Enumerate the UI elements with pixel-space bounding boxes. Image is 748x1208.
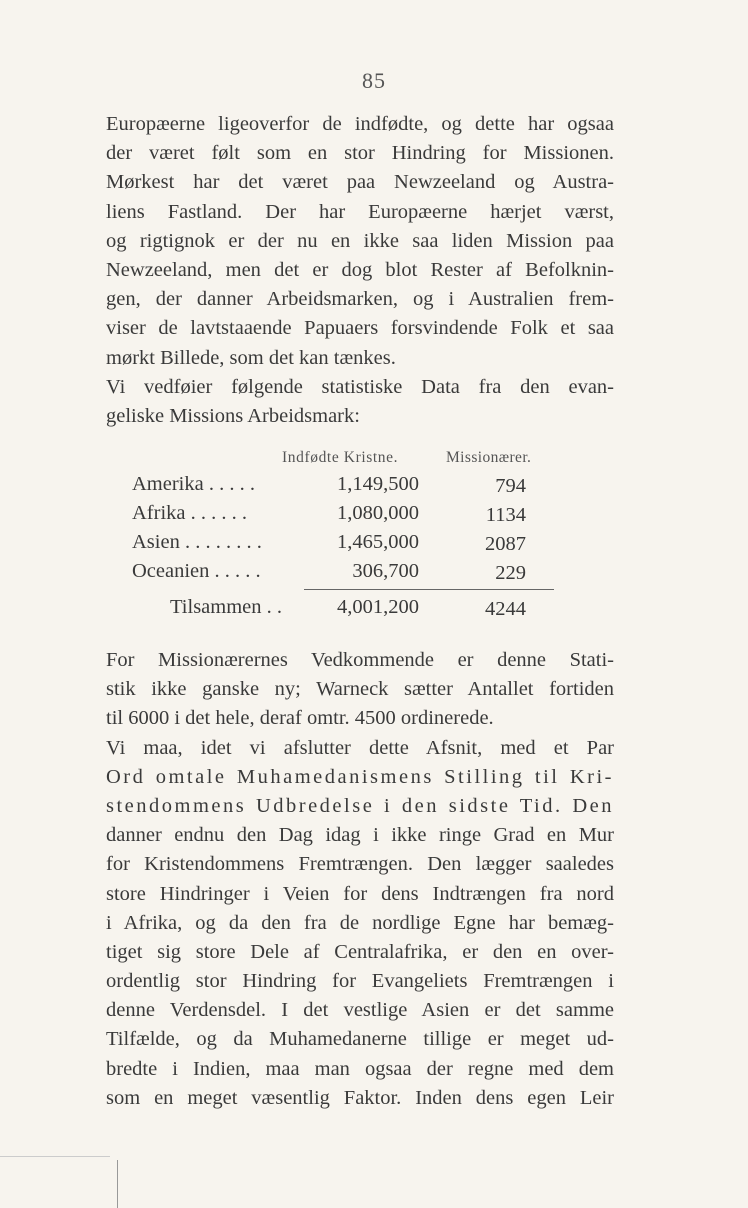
table-row	[132, 560, 572, 589]
text-line: viser de lavtstaaende Papuaers forsvindende Folk et saa	[106, 317, 614, 340]
header-missionaerer: Missionærer.	[446, 449, 532, 466]
text-line: Vi vedføier følgende statistiske Data fra den evan-	[106, 375, 614, 398]
row-missionaerer: 794	[495, 475, 526, 497]
table-row	[132, 502, 572, 531]
text-line: stendommens Udbredelse i den sidste Tid. Den	[106, 794, 614, 817]
text-line: Mørkest har det været paa Newzeeland og Austra-	[106, 171, 614, 194]
text-line: og rigtignok er der nu en ikke saa liden Mission paa	[106, 229, 614, 252]
total-missionaerer: 4244	[485, 598, 526, 620]
paragraph-bottom	[106, 646, 614, 1113]
text-line: danner endnu den Dag idag i ikke ringe Grad en Mur	[106, 824, 614, 847]
total-row	[132, 596, 572, 626]
text-line: denne Verdensdel. I det vestlige Asien er det samme	[106, 999, 614, 1022]
row-kristne: 1,080,000	[337, 502, 419, 524]
table-row	[132, 473, 572, 502]
text-line: der været følt som en stor Hindring for Missionen.	[106, 142, 614, 165]
text-line: Ord omtale Muhamedanismens Stilling til Kri-	[106, 765, 614, 788]
table-header	[132, 443, 572, 473]
text-line: ordentlig stor Hindring for Evangeliets Fremtrængen i	[106, 970, 614, 993]
text-line: Tilfælde, og da Muhamedanerne tillige er meget ud-	[106, 1028, 614, 1051]
row-missionaerer: 2087	[485, 533, 526, 555]
text-line: tiget sig store Dele af Centralafrika, er den en over-	[106, 940, 614, 963]
total-label: Tilsammen . .	[170, 596, 283, 618]
statistics-table	[132, 443, 572, 620]
text-line: Newzeeland, men det er dog blot Rester af Befolknin-	[106, 258, 614, 281]
row-kristne: 1,465,000	[337, 531, 419, 553]
total-kristne: 4,001,200	[337, 596, 419, 618]
text-line: liens Fastland. Der har Europæerne hærjet værst,	[106, 200, 614, 223]
text-line: gen, der danner Arbeidsmarken, og i Australien frem-	[106, 288, 614, 311]
paragraph-top	[106, 110, 614, 431]
text-line: geliske Missions Arbeidsmark:	[106, 404, 360, 427]
text-line: for Kristendommens Fremtrængen. Den lægger saaledes	[106, 853, 614, 876]
row-region: Asien . . . . . . . .	[132, 531, 262, 553]
row-kristne: 1,149,500	[337, 473, 419, 495]
row-missionaerer: 229	[495, 562, 526, 584]
row-missionaerer: 1134	[485, 504, 526, 526]
scan-edge-line	[0, 1156, 110, 1157]
page-number: 85	[362, 68, 386, 93]
text-line: store Hindringer i Veien for dens Indtrængen fra nord	[106, 882, 614, 905]
table-row	[132, 531, 572, 560]
header-kristne: Indfødte Kristne.	[282, 449, 399, 466]
text-line: Europæerne ligeoverfor de indfødte, og dette har ogsaa	[106, 113, 614, 135]
row-region: Amerika . . . . .	[132, 473, 255, 495]
text-line: bredte i Indien, maa man ogsaa der regne med dem	[106, 1057, 614, 1080]
text-line: mørkt Billede, som det kan tænkes.	[106, 346, 396, 369]
row-kristne: 306,700	[352, 560, 419, 582]
text-line: For Missionærernes Vedkommende er denne Stati-	[106, 649, 614, 671]
text-line: i Afrika, og da den fra de nordlige Egne har bemæg-	[106, 911, 614, 934]
text-line: Vi maa, idet vi afslutter dette Afsnit, med et Par	[106, 736, 614, 759]
scan-margin-mark	[117, 1160, 118, 1208]
text-line: til 6000 i det hele, deraf omtr. 4500 ordinerede.	[106, 707, 494, 730]
sum-rule	[304, 589, 554, 590]
row-region: Afrika . . . . . .	[132, 502, 248, 524]
text-line: stik ikke ganske ny; Warneck sætter Antallet fortiden	[106, 678, 614, 701]
row-region: Oceanien . . . . .	[132, 560, 261, 582]
text-line: som en meget væsentlig Faktor. Inden dens egen Leir	[106, 1086, 614, 1109]
